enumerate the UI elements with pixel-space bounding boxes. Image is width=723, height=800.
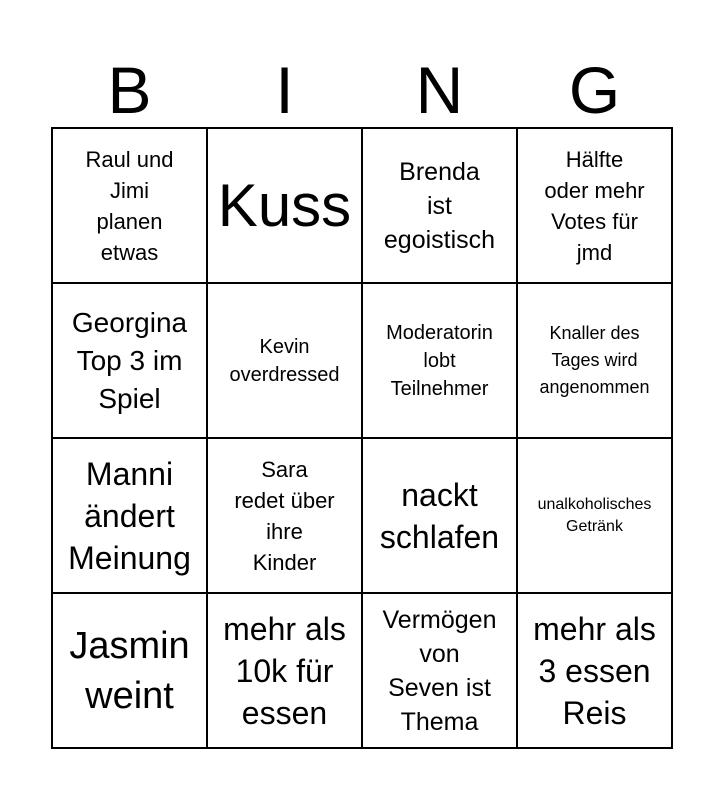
- bingo-cell[interactable]: [53, 284, 208, 439]
- cell-text: Raul und Jimi planen etwas: [85, 146, 174, 265]
- cell-text: Manni ändert Meinung: [68, 455, 191, 576]
- bingo-cell[interactable]: [208, 129, 363, 284]
- bingo-cell[interactable]: [518, 129, 673, 284]
- header-letter-n: N: [415, 53, 464, 127]
- bingo-cell[interactable]: [518, 594, 673, 749]
- cell-text: nackt schlafen: [379, 476, 500, 555]
- bingo-cell[interactable]: [208, 594, 363, 749]
- bingo-cell[interactable]: [363, 284, 518, 439]
- bingo-cell[interactable]: [363, 594, 518, 749]
- cell-text: mehr als 10k für essen: [223, 610, 346, 731]
- header-letter-b: B: [107, 53, 152, 127]
- cell-text: Georgina Top 3 im Spiel: [71, 306, 188, 414]
- bingo-cell[interactable]: [518, 439, 673, 594]
- cell-text: unalkoholisches Getränk: [537, 495, 652, 535]
- cell-text: mehr als 3 essen Reis: [533, 610, 656, 731]
- header-letter-g: G: [568, 53, 621, 127]
- cell-text: Kevin overdressed: [229, 335, 340, 386]
- bingo-grid: [51, 127, 673, 749]
- bingo-cell[interactable]: [208, 439, 363, 594]
- bingo-cell[interactable]: [518, 284, 673, 439]
- cell-text: Vermögen von Seven ist Thema: [382, 605, 497, 736]
- bingo-cell[interactable]: [363, 129, 518, 284]
- bingo-cell[interactable]: [53, 439, 208, 594]
- bingo-cell[interactable]: [53, 129, 208, 284]
- bingo-cell[interactable]: [208, 284, 363, 439]
- cell-text: Sara redet über ihre Kinder: [234, 456, 335, 575]
- cell-text: Jasmin weint: [69, 624, 190, 717]
- cell-text: Knaller des Tages wird angenommen: [539, 323, 650, 397]
- bingo-cell[interactable]: [363, 439, 518, 594]
- cell-text: Hälfte oder mehr Votes für jmd: [544, 146, 645, 265]
- cell-text: Brenda ist egoistisch: [383, 157, 496, 254]
- header-letter-i: I: [275, 53, 294, 127]
- bingo-cell[interactable]: [53, 594, 208, 749]
- bingo-header: [52, 52, 672, 128]
- cell-text: Kuss: [217, 171, 352, 239]
- cell-text: Moderatorin lobt Teilnehmer: [386, 321, 493, 400]
